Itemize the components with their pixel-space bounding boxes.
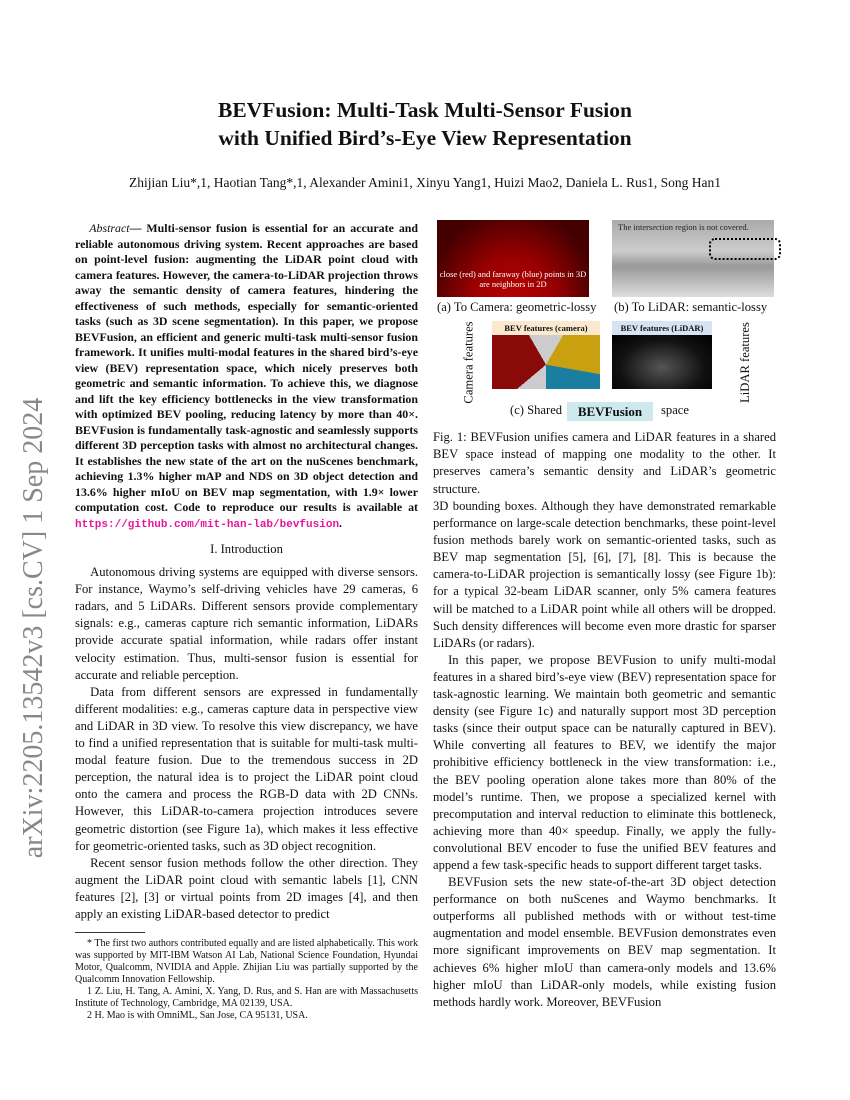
overlay-text: The intersection region is not covered. <box>618 222 749 232</box>
bevfusion-box: BEVFusion <box>567 402 653 421</box>
left-column <box>75 221 418 923</box>
bev-camera-label: BEV features (camera) <box>492 321 600 335</box>
abstract-label: Abstract <box>89 221 130 235</box>
title-line: with Unified Bird’s-Eye View Representation <box>218 126 632 150</box>
section-heading: I. Introduction <box>210 542 283 556</box>
paper-title <box>0 96 850 152</box>
figure-lidar-projection-image <box>612 220 774 297</box>
authors: Zhijian Liu*,1, Haotian Tang*,1, Alexander Amini1, Xinyu Yang1, Huizi Mao2, Daniela L. Rus1, Song Han1 <box>129 175 721 190</box>
footnote-rule <box>75 932 145 933</box>
paragraph: Autonomous driving systems are equipped with diverse sensors. For instance, Waymo’s self-driving vehicles have 29 cameras, 6 radars, and 5 LiDARs. Different sensors provide complementary signals: e.g., cameras capture rich semantic information, LiDARs provide accurate spatial information, while radars offer instant velocity estimation. Thus, multi-sensor fusion is essential for accurate and reliable perception. <box>75 565 418 682</box>
abstract-text: — Multi-sensor fusion is essential for an accurate and reliable autonomous driving system. Recent approaches are based on point-level fusion: augmenting the LiDAR point cloud with camera features. However, the camera-to-LiDAR projection throws away the semantic density of camera features, hindering the effectiveness of such methods, especially for semantic-oriented tasks (such as 3D scene segmentation). In this paper, we propose BEVFusion, an efficient and generic multi-task multi-sensor fusion framework. It unifies multi-modal features in the shared bird’s-eye view (BEV) representation space, which nicely preserves both geometric and semantic information. To achieve this, we diagnose and lift the key efficiency bottlenecks in the view transformation with optimized BEV pooling, reducing latency by more than 40×. BEVFusion is fundamentally task-agnostic and seamlessly supports different 3D perception tasks with almost no architectural changes. It establishes the new state of the art on the nuScenes benchmark, achieving 1.3% higher mAP and NDS on 3D object detection and 13.6% higher mIoU on BEV map segmentation, with 1.9× lower computation cost. Code to reproduce our results is available at <box>75 221 418 514</box>
right-column <box>433 498 776 1011</box>
bev-lidar-label: BEV features (LiDAR) <box>612 321 712 335</box>
dotted-region-box <box>709 238 781 260</box>
figure-caption: Fig. 1: BEVFusion unifies camera and LiDAR features in a shared BEV space instead of mapping one modality to the other. It preserves camera’s semantic density and LiDAR’s geometric structure. <box>433 430 776 496</box>
title-line: BEVFusion: Multi-Task Multi-Sensor Fusion <box>218 98 632 122</box>
subcaption-c-prefix: (c) Shared <box>510 403 563 417</box>
camera-features-label: Camera features <box>461 321 476 404</box>
lidar-features-label: LiDAR features <box>737 322 752 403</box>
code-link[interactable]: https://github.com/mit-han-lab/bevfusion <box>75 518 340 531</box>
bev-lidar-image <box>612 335 712 389</box>
footnote: * The first two authors contributed equally and are listed alphabetically. This work was supported by MIT-IBM Watson AI Lab, National Science Foundation, Hyundai Motor, Qualcomm, NVIDIA and Apple. Zhijian Liu was partially supported by the Qualcomm Innovation Fellowship. <box>75 938 418 985</box>
abstract: Abstract— Multi-sensor fusion is essential for an accurate and reliable autonomous driving system. Recent approaches are based on point-level fusion: augmenting the LiDAR point cloud with camera features. However, the camera-to-LiDAR projection throws away the semantic density of camera features, hindering the effectiveness of such methods, especially for semantic-oriented tasks (such as 3D scene segmentation). In this paper, we propose BEVFusion, an efficient and generic multi-task multi-sensor fusion framework. It unifies multi-modal features in the shared bird’s-eye view (BEV) representation space, which nicely preserves both geometric and semantic information. To achieve this, we diagnose and lift the key efficiency bottlenecks in the view transformation with optimized BEV pooling, reducing latency by more than 40×. BEVFusion is fundamentally task-agnostic and seamlessly supports different 3D perception tasks with almost no architectural changes. It establishes the new state of the art on the nuScenes benchmark, achieving 1.3% higher mAP and NDS on 3D object detection and 13.6% higher mIoU on BEV map segmentation, with 1.9× lower computation cost. Code to reproduce our results is available at https://github.com/mit-han-lab/bevfusion. <box>75 221 418 531</box>
overlay-text: close (red) and faraway (blue) points in 3D are neighbors in 2D <box>439 269 587 289</box>
paragraph: Recent sensor fusion methods follow the other direction. They augment the LiDAR point cloud with semantic labels [1], CNN features [2], [3] or virtual points from 2D images [4], and then apply an existing LiDAR-based detector to predict <box>75 855 418 921</box>
paragraph: 3D bounding boxes. Although they have demonstrated remarkable performance on large-scale detection benchmarks, these point-level fusion methods barely work on semantic-oriented tasks, such as BEV map segmentation [5], [6], [7], [8]. This is because the camera-to-LiDAR projection is semantically lossy (see Figure 1b): for a typical 32-beam LiDAR scanner, only 5% camera features will be matched to a LiDAR point while all others will be dropped. Such density differences will become even more drastic for sparser LiDARs (or radars). <box>433 499 776 650</box>
footnote: 1 Z. Liu, H. Tang, A. Amini, X. Yang, D. Rus, and S. Han are with Massachusetts Institute of Technology, Cambridge, MA 02139, USA. <box>75 986 418 1009</box>
subcaption-b: (b) To LiDAR: semantic-lossy <box>614 300 768 314</box>
paragraph: BEVFusion sets the new state-of-the-art 3D object detection performance on both nuScenes and Waymo benchmarks. It outperforms all published methods with or without test-time augmentation and model ensemble. BEVFusion demonstrates even more significant improvements on BEV map segmentation. It achieves 6% higher mIoU than camera-only models and 13.6% higher mIoU than LiDAR-only models, while existing fusion methods hardly work. Moreover, BEVFusion <box>433 875 776 1009</box>
footnotes <box>75 938 418 1022</box>
paragraph: In this paper, we propose BEVFusion to unify multi-modal features in a shared bird’s-eye view (BEV) representation space for task-agnostic learning. We maintain both geometric and semantic density (see Figure 1c) and naturally support most 3D perception tasks (since their output space can be naturally captured in BEV). While converting all features to BEV, we identify the major prohibitive efficiency bottleneck in the view transformation: i.e., the BEV pooling operation alone takes more than 80% of the model’s runtime. Then, we propose a specialized kernel with precomputation and interval reduction to eliminate this bottleneck, achieving more than 40× speedup. Finally, we apply the fully-convolutional BEV encoder to fuse the unified BEV features and append a few task-specific heads to support different target tasks. <box>433 652 776 872</box>
footnote: 2 H. Mao is with OmniML, San Jose, CA 95131, USA. <box>87 1010 308 1021</box>
paragraph: Data from different sensors are expressed in fundamentally different modalities: e.g., cameras capture data in perspective view and LiDAR in 3D view. To resolve this view discrepancy, we have to find a unified representation that is suitable for multi-task multi-modal feature fusion. Due to the tremendous success in 2D perception, the natural idea is to project the LiDAR point cloud onto the camera and process the RGB-D data with 2D CNNs. However, this LiDAR-to-camera projection introduces severe geometric distortion (see Figure 1a), which makes it less effective for geometric-oriented tasks, such as 3D object recognition. <box>75 684 418 853</box>
arxiv-stamp: arXiv:2205.13542v3 [cs.CV] 1 Sep 2024 <box>18 397 49 859</box>
figure-camera-projection-image <box>437 220 589 297</box>
subcaption-c-suffix: space <box>661 403 689 417</box>
subcaption-a: (a) To Camera: geometric-lossy <box>437 300 597 314</box>
bev-camera-image <box>492 335 600 389</box>
